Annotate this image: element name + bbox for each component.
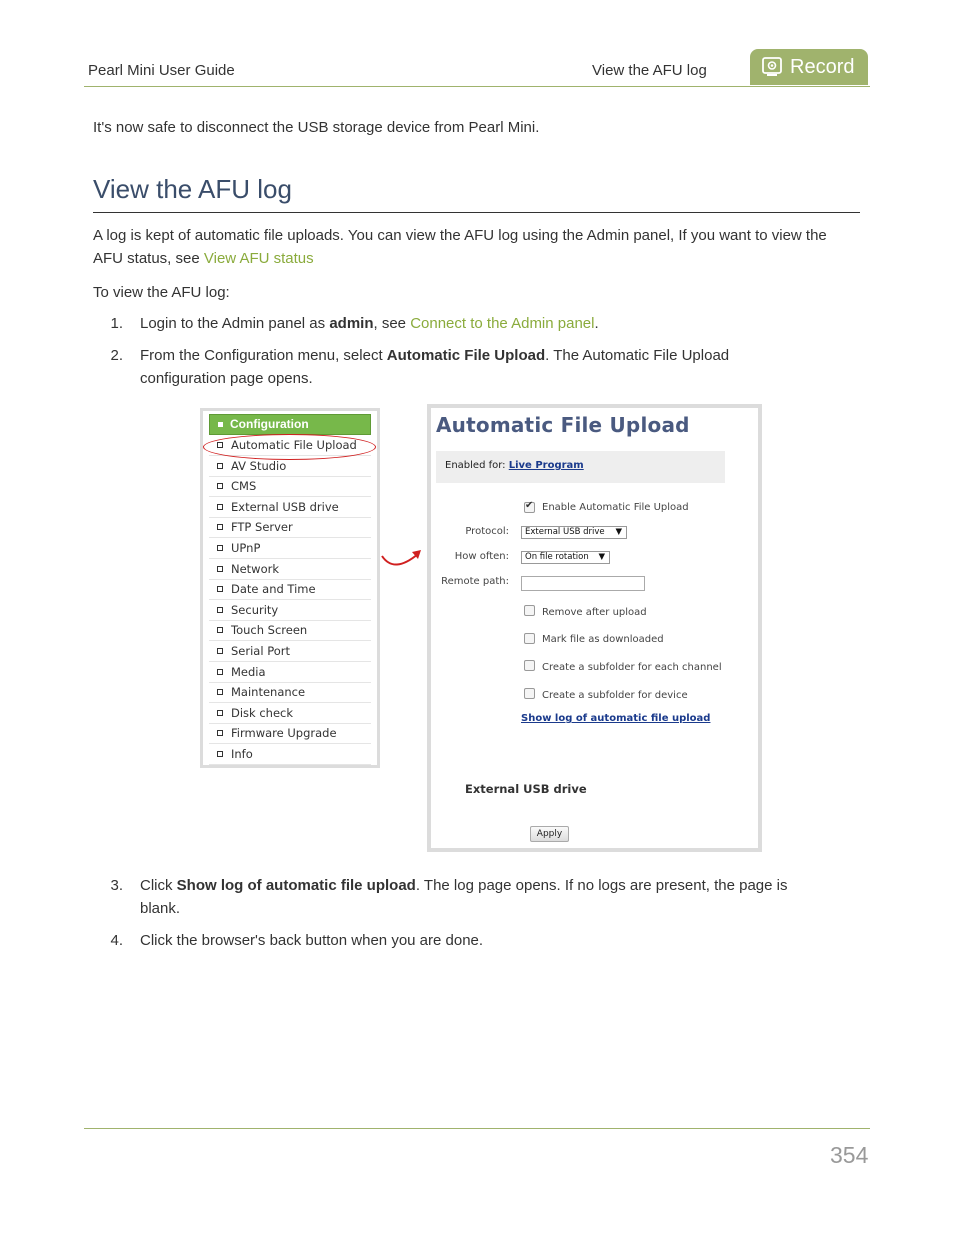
header-rule bbox=[84, 86, 870, 87]
enabled-for-label: Enabled for: bbox=[445, 460, 506, 471]
menu-item-label: Info bbox=[231, 747, 253, 761]
dropdown-arrow-icon: ▼ bbox=[615, 527, 622, 537]
footer-rule bbox=[84, 1128, 870, 1129]
square-bullet-icon bbox=[217, 566, 223, 572]
configuration-menu-header[interactable]: Configuration bbox=[209, 414, 371, 435]
menu-item-label: AV Studio bbox=[231, 458, 287, 473]
paragraph-1 bbox=[93, 224, 853, 270]
how-often-label: How often: bbox=[454, 551, 509, 562]
how-often-select[interactable] bbox=[521, 551, 610, 564]
step-text-post: . The Automatic File Upload configuration page opens. bbox=[140, 347, 730, 387]
step-text-pre: From the Configuration menu, select bbox=[140, 347, 387, 364]
square-bullet-icon bbox=[217, 689, 223, 695]
menu-item[interactable] bbox=[209, 704, 371, 724]
heading-rule bbox=[93, 212, 860, 213]
subfolder-channel-checkbox[interactable] bbox=[524, 660, 535, 671]
menu-item[interactable] bbox=[209, 642, 371, 662]
step-number: 2. bbox=[110, 347, 123, 364]
menu-item-label: Date and Time bbox=[231, 582, 316, 597]
how-often-select-value: On file rotation bbox=[525, 552, 589, 562]
intro-text: It's now safe to disconnect the USB storage device from Pearl Mini. bbox=[93, 119, 540, 136]
record-tab bbox=[750, 49, 868, 85]
menu-item-label: CMS bbox=[231, 479, 257, 494]
step-text bbox=[140, 312, 820, 335]
mark-downloaded-label: Mark file as downloaded bbox=[542, 634, 664, 645]
step-text-mid: , see bbox=[373, 315, 411, 332]
step-text-post: . The log page opens. If no logs are present, the page is blank. bbox=[140, 877, 788, 917]
menu-item-label: Touch Screen bbox=[231, 623, 308, 638]
menu-item-label: Firmware Upgrade bbox=[231, 726, 337, 741]
step-number: 4. bbox=[110, 932, 123, 949]
step-text-bold: Show log of automatic file upload bbox=[176, 877, 416, 894]
menu-item-label: Maintenance bbox=[231, 685, 306, 700]
menu-item-label: Automatic File Upload bbox=[231, 438, 357, 452]
step-text: Click the browser's back button when you are done. bbox=[140, 932, 484, 949]
step-text bbox=[140, 874, 830, 920]
view-afu-status-link[interactable]: View AFU status bbox=[203, 250, 314, 267]
step-text-bold: Automatic File Upload bbox=[386, 347, 546, 364]
connect-admin-panel-link[interactable]: Connect to the Admin panel bbox=[410, 315, 595, 332]
square-bullet-icon bbox=[217, 669, 223, 675]
protocol-label: Protocol: bbox=[465, 526, 509, 537]
menu-item[interactable] bbox=[209, 477, 371, 497]
menu-item[interactable] bbox=[209, 683, 371, 703]
step-text-pre: Click bbox=[140, 877, 177, 894]
square-bullet-icon bbox=[217, 627, 223, 633]
square-bullet-icon bbox=[217, 751, 223, 757]
paragraph-2: To view the AFU log: bbox=[93, 284, 230, 301]
record-icon bbox=[762, 57, 782, 77]
paragraph-1-text: A log is kept of automatic file uploads. You can view the AFU log using the Admin panel, If you want to view the AFU status, see bbox=[93, 227, 827, 267]
step-text-post: . bbox=[594, 315, 599, 332]
step-text-pre: Login to the Admin panel as bbox=[140, 315, 330, 332]
square-bullet-icon bbox=[217, 463, 223, 469]
apply-button[interactable]: Apply bbox=[530, 826, 569, 842]
menu-item[interactable] bbox=[209, 539, 371, 559]
step-number: 1. bbox=[110, 315, 123, 332]
subfolder-device-checkbox[interactable] bbox=[524, 688, 535, 699]
menu-item-label: Security bbox=[231, 602, 279, 617]
show-log-link[interactable]: Show log of automatic file upload bbox=[521, 713, 711, 724]
enable-afu-checkbox[interactable] bbox=[524, 502, 535, 513]
protocol-select-value: External USB drive bbox=[525, 527, 605, 537]
square-bullet-icon bbox=[217, 730, 223, 736]
menu-item-label: FTP Server bbox=[231, 520, 293, 535]
square-bullet-icon bbox=[217, 545, 223, 551]
menu-item[interactable] bbox=[209, 560, 371, 580]
square-bullet-icon bbox=[217, 483, 223, 489]
remote-path-label: Remote path: bbox=[441, 576, 509, 587]
menu-item-label: Network bbox=[231, 561, 280, 576]
menu-item-label: Serial Port bbox=[231, 644, 290, 658]
square-bullet-icon bbox=[217, 648, 223, 654]
menu-item-label: UPnP bbox=[231, 541, 261, 555]
menu-item[interactable] bbox=[209, 745, 371, 765]
doc-title: Pearl Mini User Guide bbox=[88, 62, 235, 79]
square-bullet-icon bbox=[217, 524, 223, 530]
menu-item-label: Disk check bbox=[231, 705, 294, 720]
page-heading: View the AFU log bbox=[93, 174, 292, 204]
menu-item[interactable] bbox=[209, 580, 371, 600]
section-title: View the AFU log bbox=[592, 62, 707, 79]
square-bullet-icon bbox=[217, 607, 223, 613]
form-title: Automatic File Upload bbox=[436, 413, 690, 437]
protocol-select[interactable] bbox=[521, 526, 627, 539]
square-bullet-icon bbox=[217, 586, 223, 592]
subfolder-channel-label: Create a subfolder for each channel bbox=[542, 662, 722, 673]
remove-after-upload-checkbox[interactable] bbox=[524, 605, 535, 616]
menu-item-label: Media bbox=[231, 664, 266, 679]
menu-item[interactable] bbox=[209, 518, 371, 538]
configuration-menu-panel bbox=[200, 408, 380, 768]
menu-item-label: External USB drive bbox=[231, 499, 339, 514]
usb-section-label: External USB drive bbox=[465, 782, 587, 796]
menu-item[interactable] bbox=[209, 621, 371, 641]
square-bullet-icon bbox=[217, 504, 223, 510]
highlight-oval bbox=[203, 434, 376, 460]
live-program-link[interactable]: Live Program bbox=[508, 460, 584, 471]
menu-item[interactable] bbox=[209, 663, 371, 683]
subfolder-device-label: Create a subfolder for device bbox=[542, 690, 688, 701]
record-tab-label: Record bbox=[790, 55, 855, 78]
step-number: 3. bbox=[110, 877, 123, 894]
page-number: 354 bbox=[830, 1142, 869, 1168]
remote-path-input[interactable] bbox=[521, 576, 645, 591]
enable-afu-label: Enable Automatic File Upload bbox=[542, 502, 689, 513]
dropdown-arrow-icon: ▼ bbox=[598, 552, 605, 562]
step-text-bold: admin bbox=[329, 315, 374, 332]
square-bullet-icon bbox=[217, 710, 223, 716]
menu-item[interactable] bbox=[209, 498, 371, 518]
step-text bbox=[140, 344, 780, 390]
enabled-for bbox=[445, 460, 584, 471]
menu-item[interactable] bbox=[209, 724, 371, 744]
menu-item[interactable] bbox=[209, 601, 371, 621]
remove-after-upload-label: Remove after upload bbox=[542, 607, 647, 618]
mark-downloaded-checkbox[interactable] bbox=[524, 633, 535, 644]
